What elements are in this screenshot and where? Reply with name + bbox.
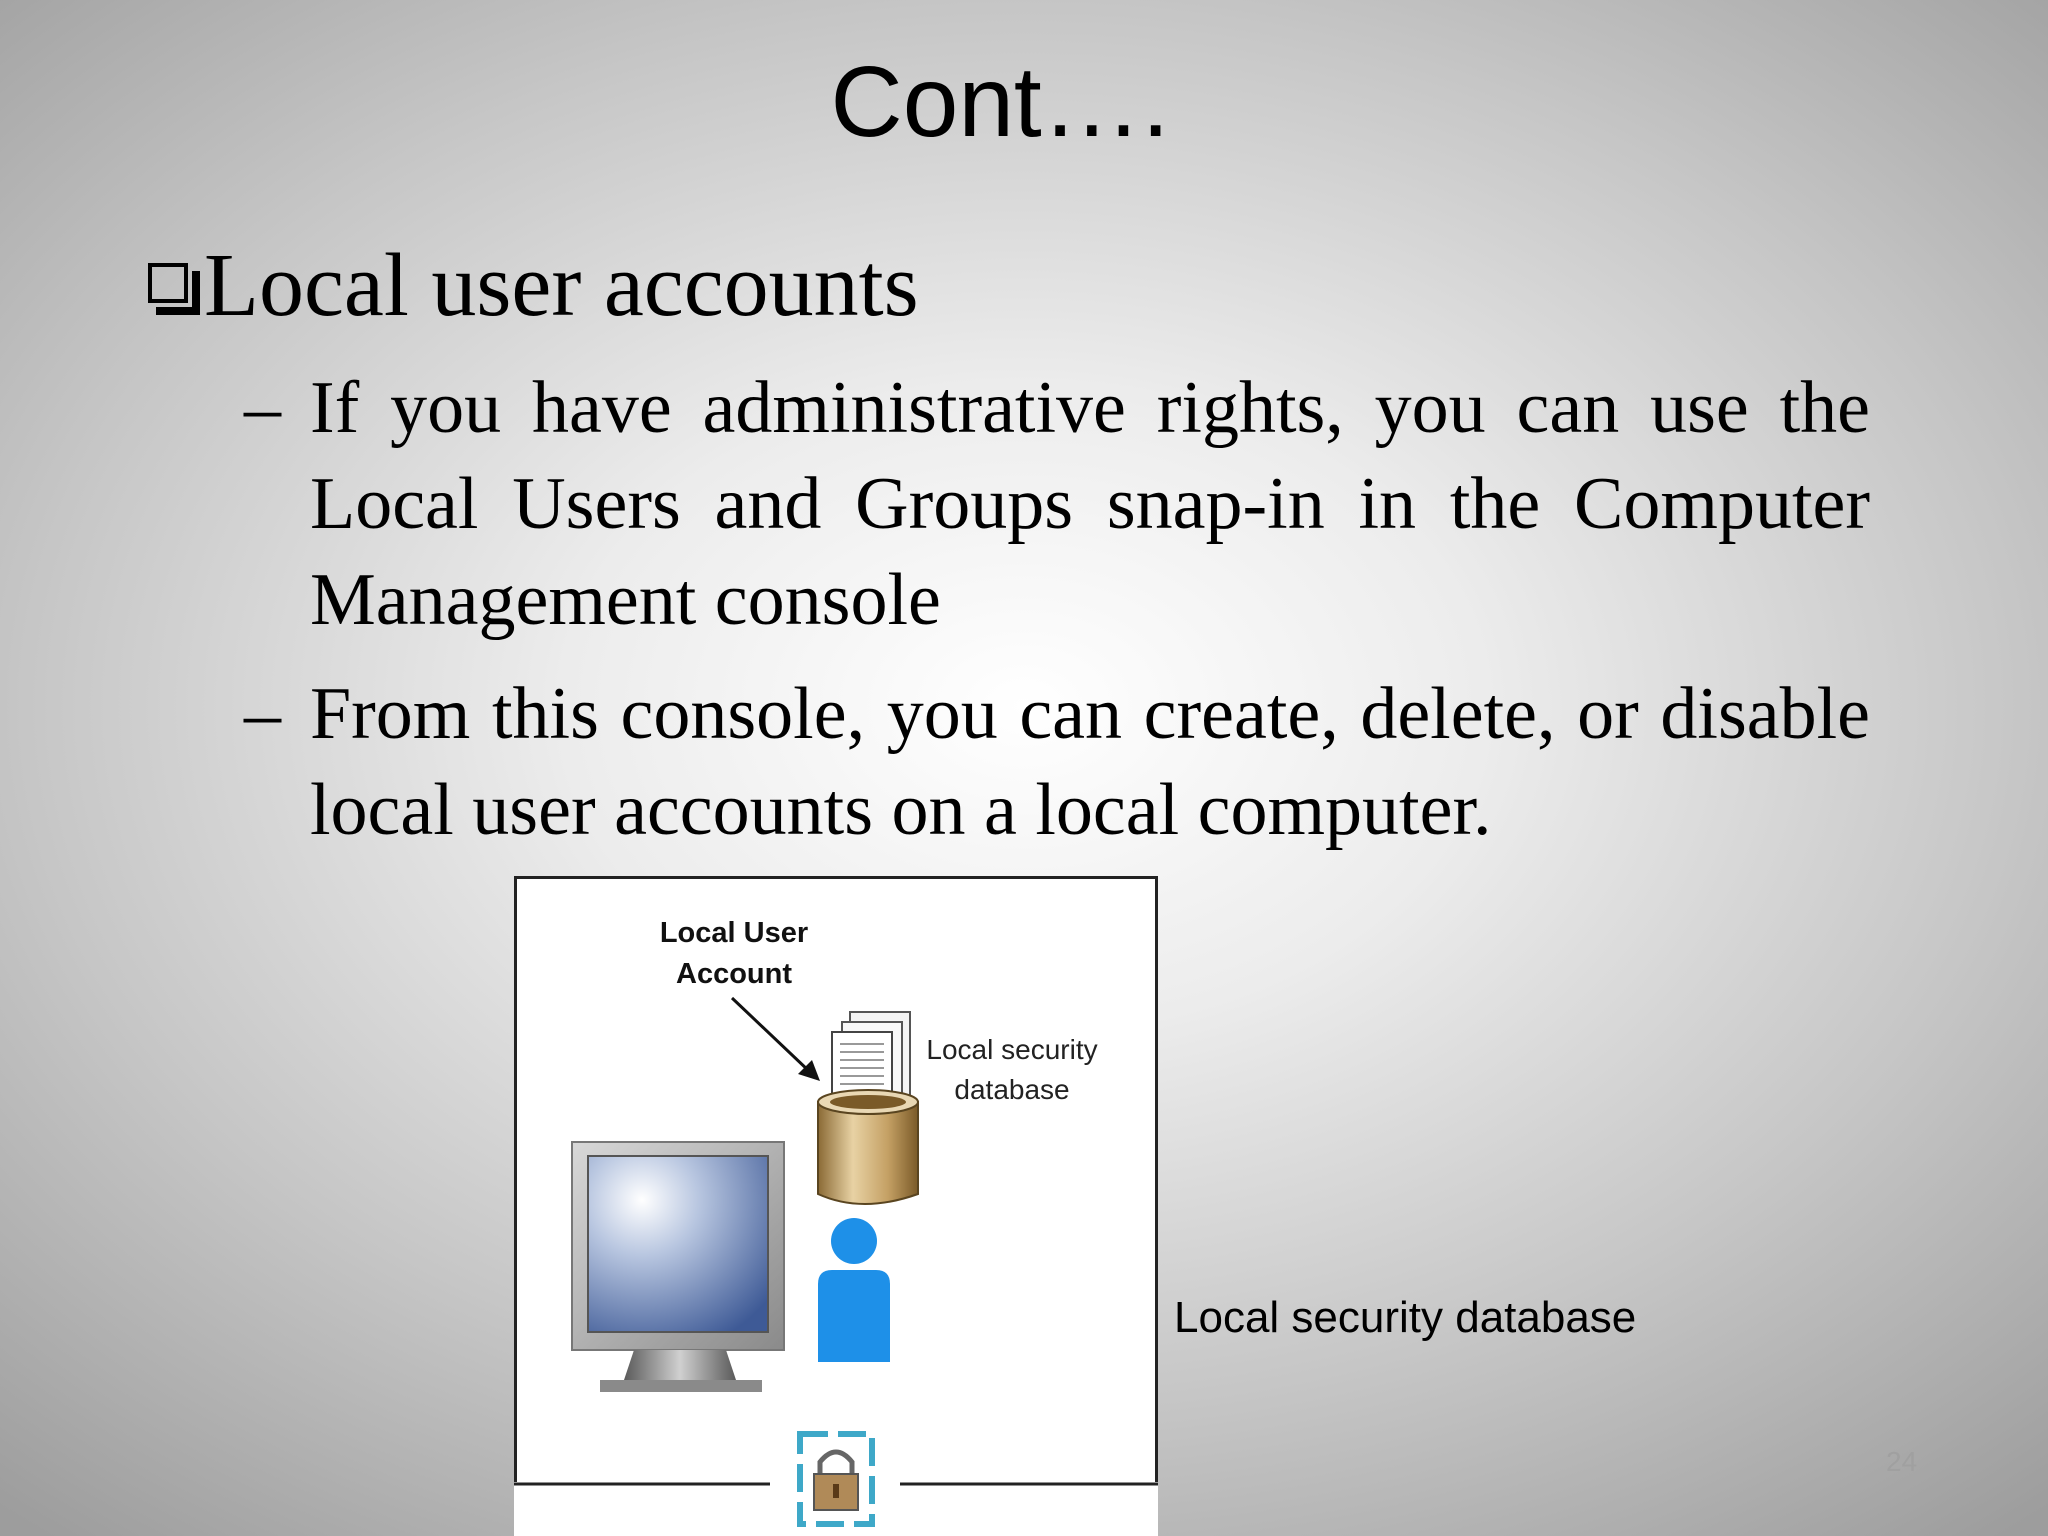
figure-caption: Local security database xyxy=(1174,1293,1637,1342)
sub-bullet xyxy=(244,360,1870,648)
sub-bullet-text: If you have administrative rights, you can use the Local Users and Groups snap-in in the Computer Management console xyxy=(310,367,1870,641)
local-account-diagram xyxy=(514,876,1158,1536)
checkbox-bullet-icon xyxy=(148,263,200,315)
sub-bullet-text: From this console, you can create, delete, or disable local user accounts on a local computer. xyxy=(310,673,1870,851)
heading-text: Local user accounts xyxy=(204,236,919,335)
database-icon xyxy=(818,1090,918,1204)
db-label-line1: Local security xyxy=(926,1034,1098,1065)
account-label-line2: Account xyxy=(676,958,792,990)
slide-number: 24 xyxy=(1886,1446,1918,1477)
dash-marker: – xyxy=(244,673,281,755)
sub-bullet xyxy=(244,666,1870,858)
account-label-line1: Local User xyxy=(659,917,809,949)
dash-marker: – xyxy=(244,367,281,449)
slide-title: Cont…. xyxy=(830,46,1170,158)
bullet-heading xyxy=(148,236,919,336)
db-label-line2: database xyxy=(954,1074,1070,1105)
lock-icon xyxy=(800,1434,872,1524)
